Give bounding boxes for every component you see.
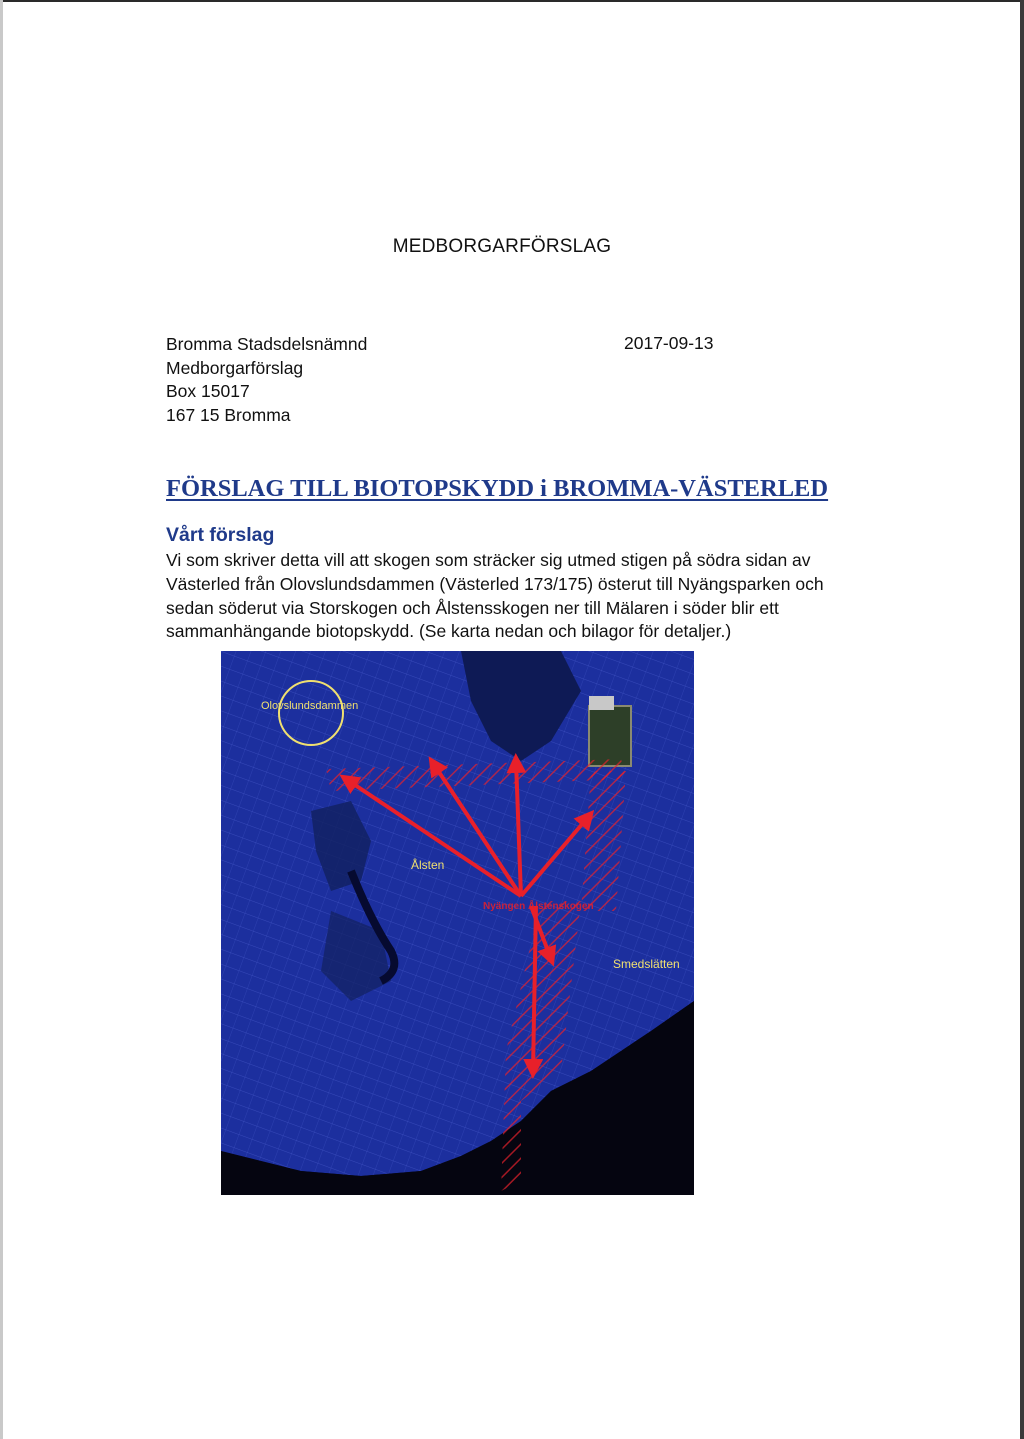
- scan-edge-left: [0, 0, 3, 1439]
- address-line: 167 15 Bromma: [166, 404, 291, 425]
- scan-edge-top: [0, 0, 1024, 2]
- document-title: MEDBORGARFÖRSLAG: [392, 236, 612, 257]
- building: [589, 696, 614, 710]
- aerial-map: [221, 651, 694, 1195]
- body-line: Vi som skriver detta vill att skogen som sträcker sig utmed stigen på södra sidan av: [166, 550, 811, 570]
- map-graphic: [221, 651, 694, 1195]
- proposal-heading: FÖRSLAG TILL BIOTOPSKYDD i BROMMA-VÄSTERLED: [166, 475, 829, 502]
- label-smedslatten: Smedslätten: [613, 957, 680, 971]
- recipient-address: [166, 333, 367, 427]
- document-date: 2017-09-13: [624, 333, 714, 353]
- scan-edge-right: [1020, 0, 1024, 1439]
- label-center: Nyängen Ålstenskogen: [483, 901, 594, 912]
- body-line: Västerled från Olovslundsdammen (Västerled 173/175) österut till Nyängsparken och: [166, 573, 824, 594]
- proposal-body: [166, 549, 846, 644]
- body-line: sedan söderut via Storskogen och Ålstensskogen ner till Mälaren i söder blir ett: [166, 597, 779, 618]
- sports-field: [589, 706, 631, 766]
- label-alsten: Ålsten: [411, 858, 445, 872]
- section-heading: Vårt förslag: [166, 524, 275, 546]
- address-line: Box 15017: [166, 381, 250, 401]
- label-olovslundsdammen: Olovslundsdammen: [261, 700, 359, 712]
- body-line: sammanhängande biotopskydd. (Se karta nedan och bilagor för detaljer.): [166, 621, 732, 642]
- address-line: Medborgarförslag: [166, 357, 304, 378]
- address-line: Bromma Stadsdelsnämnd: [166, 334, 368, 354]
